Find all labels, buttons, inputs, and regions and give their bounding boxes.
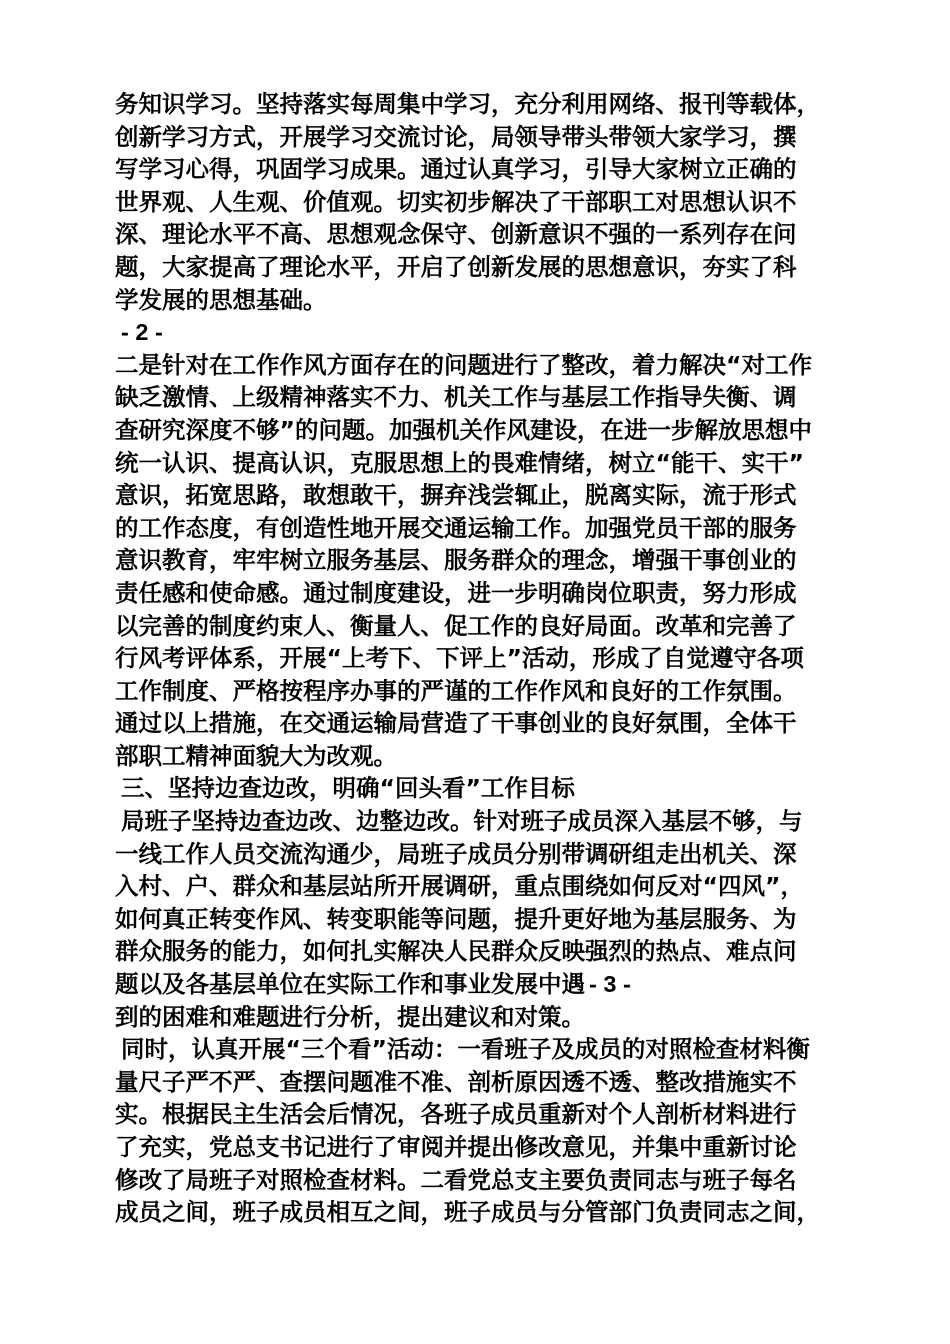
- text-line: 修改了局班子对照检查材料。二看党总支主要负责同志与班子每名: [115, 1165, 797, 1194]
- text-line: 查研究深度不够”的问题。加强机关作风建设，在进一步解放思想中: [115, 415, 812, 444]
- page-number: - 2 -: [121, 319, 163, 346]
- section-heading: 三、坚持边查边改，明确“回头看”工作目标: [121, 774, 575, 803]
- text-line: 入村、户、群众和基层站所开展调研，重点围绕如何反对“四风”，: [115, 872, 804, 901]
- text-line: 到的困难和难题进行分析，提出建议和对策。: [115, 1002, 585, 1031]
- text-line: 工作制度、严格按程序办事的严谨的工作作风和良好的工作氛围。: [115, 676, 797, 705]
- text-line: 行风考评体系，开展“上考下、下评上”活动，形成了自觉遵守各项: [115, 644, 804, 673]
- text-line: 局班子坚持边查边改、边整边改。针对班子成员深入基层不够，与: [121, 807, 803, 836]
- text-line: 统一认识、提高认识，克服思想上的畏难情绪，树立“能干、实干”: [115, 448, 804, 477]
- text-line: 二是针对在工作作风方面存在的问题进行了整改，着力解决“对工作: [115, 350, 812, 379]
- page-number: - 3 -: [589, 971, 631, 998]
- document-page: [115, 88, 835, 1229]
- text-line: 同时，认真开展“三个看”活动：一看班子及成员的对照检查材料衡: [121, 1035, 810, 1064]
- text-line: 群众服务的能力，如何扎实解决人民群众反映强烈的热点、难点问: [115, 937, 797, 966]
- text-line: 写学习心得，巩固学习成果。通过认真学习，引导大家树立正确的: [115, 155, 797, 184]
- text-line: 成员之间，班子成员相互之间，班子成员与分管部门负责同志之间，: [115, 1198, 820, 1227]
- text-line: 以完善的制度约束人、衡量人、促工作的良好局面。改革和完善了: [115, 611, 797, 640]
- text-line: 学发展的思想基础。: [115, 285, 327, 314]
- text-line: 意识，拓宽思路，敢想敢干，摒弃浅尝辄止，脱离实际，流于形式: [115, 481, 797, 510]
- text-line: 的工作态度，有创造性地开展交通运输工作。加强党员干部的服务: [115, 513, 797, 542]
- text-line: 一线工作人员交流沟通少，局班子成员分别带调研组走出机关、深: [115, 839, 797, 868]
- text-line: 实。根据民主生活会后情况，各班子成员重新对个人剖析材料进行: [115, 1100, 797, 1129]
- text-line: 部职工精神面貌大为改观。: [115, 741, 397, 770]
- text-line: 缺乏激情、上级精神落实不力、机关工作与基层工作指导失衡、调: [115, 383, 797, 412]
- text-line: 了充实，党总支书记进行了审阅并提出修改意见，并集中重新讨论: [115, 1133, 797, 1161]
- text-segment: 题以及各基层单位在实际工作和事业发展中遇: [115, 970, 585, 999]
- text-line: 创新学习方式，开展学习交流讨论，局领导带头带领大家学习，撰: [115, 122, 797, 151]
- text-line: 世界观、人生观、价值观。切实初步解决了干部职工对思想认识不: [115, 187, 797, 216]
- text-line: 通过以上措施，在交通运输局营造了干事创业的良好氛围，全体干: [115, 709, 797, 738]
- text-line: 题，大家提高了理论水平，开启了创新发展的思想意识，夯实了科: [115, 252, 797, 281]
- text-line: 深、理论水平不高、思想观念保守、创新意识不强的一系列存在问: [115, 220, 797, 249]
- text-line: 务知识学习。坚持落实每周集中学习，充分利用网络、报刊等载体，: [115, 90, 820, 118]
- text-line: 意识教育，牢牢树立服务基层、服务群众的理念，增强干事创业的: [115, 546, 797, 575]
- text-line: [115, 968, 835, 1001]
- text-line: 如何真正转变作风、转变职能等问题，提升更好地为基层服务、为: [115, 904, 797, 933]
- text-line: 量尺子严不严、查摆问题准不准、剖析原因透不透、整改措施实不: [115, 1067, 797, 1096]
- text-line: 责任感和使命感。通过制度建设，进一步明确岗位职责，努力形成: [115, 578, 797, 607]
